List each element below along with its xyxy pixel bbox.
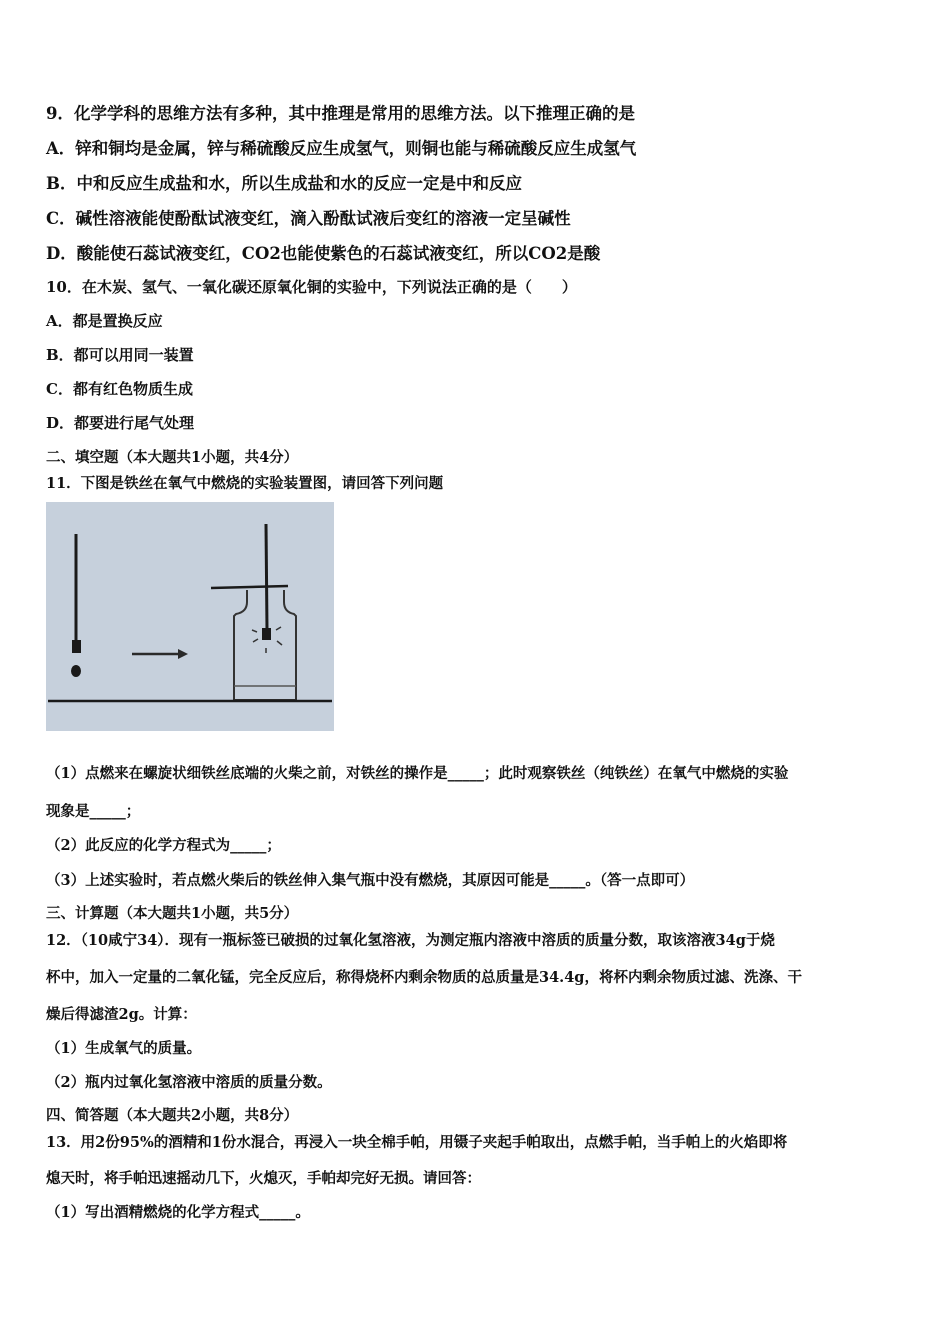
- section-heading-calculation: 三、计算题（本大题共1小题，共5分）: [46, 905, 299, 922]
- q12-line3: 燥后得滤渣2g。计算：: [46, 1006, 197, 1023]
- q9-option-b: B．中和反应生成盐和水，所以生成盐和水的反应一定是中和反应: [46, 174, 522, 193]
- q11-part1-line1: （1）点燃来在螺旋状细铁丝底端的火柴之前，对铁丝的操作是_____；此时观察铁丝（纯铁丝）在氧气中燃烧的实验: [46, 765, 789, 782]
- q11-part2: （2）此反应的化学方程式为_____；: [46, 837, 281, 854]
- q10-option-c: C．都有红色物质生成: [46, 380, 193, 398]
- q11-stem: 11．下图是铁丝在氧气中燃烧的实验装置图，请回答下列问题: [46, 475, 444, 492]
- q11-part3: （3）上述实验时，若点燃火柴后的铁丝伸入集气瓶中没有燃烧，其原因可能是_____。（答一点即可）: [46, 872, 695, 889]
- iron-wire-experiment-figure: [46, 502, 334, 731]
- q9-option-d: D．酸能使石蕊试液变红，CO2也能使紫色的石蕊试液变红，所以CO2是酸: [46, 244, 601, 263]
- glass-cover-plate: [211, 586, 288, 588]
- q13-part1: （1）写出酒精燃烧的化学方程式_____。: [46, 1204, 310, 1221]
- match-flame-left: [71, 665, 81, 677]
- q12-line1: 12．（10咸宁34）．现有一瓶标签已破损的过氧化氢溶液，为测定瓶内溶液中溶质的质量分数，取该溶液34g于烧: [46, 932, 775, 949]
- q11-part1-line2: 现象是_____；: [46, 803, 141, 820]
- q9-option-c: C．碱性溶液能使酚酞试液变红，滴入酚酞试液后变红的溶液一定呈碱性: [46, 209, 571, 228]
- q12-part2: （2）瓶内过氧化氢溶液中溶质的质量分数。: [46, 1074, 332, 1091]
- arrow-head-icon: [178, 649, 188, 659]
- q9-stem: 9．化学学科的思维方法有多种，其中推理是常用的思维方法。以下推理正确的是: [46, 104, 635, 123]
- q12-part1: （1）生成氧气的质量。: [46, 1040, 202, 1057]
- iron-wire-right: [266, 524, 267, 630]
- apparatus-diagram: [46, 502, 334, 731]
- gas-collecting-bottle: [234, 590, 296, 700]
- section-heading-fill-in: 二、填空题（本大题共1小题，共4分）: [46, 449, 299, 466]
- match-head-left: [72, 640, 81, 653]
- burning-wire-tip: [262, 628, 271, 640]
- q12-line2: 杯中，加入一定量的二氧化锰，完全反应后，称得烧杯内剩余物质的总质量是34.4g，将杯内剩余物质过滤、洗涤、干: [46, 969, 802, 986]
- q9-option-a: A．锌和铜均是金属，锌与稀硫酸反应生成氢气，则铜也能与稀硫酸反应生成氢气: [46, 139, 637, 158]
- q10-option-a: A．都是置换反应: [46, 312, 163, 330]
- section-heading-short-answer: 四、简答题（本大题共2小题，共8分）: [46, 1107, 299, 1124]
- q13-line1: 13．用2份95%的酒精和1份水混合，再浸入一块全棉手帕，用镊子夹起手帕取出，点燃手帕，当手帕上的火焰即将: [46, 1134, 788, 1151]
- q13-line2: 熄天时，将手帕迅速摇动几下，火熄灭，手帕却完好无损。请回答：: [46, 1170, 481, 1187]
- q10-option-d: D．都要进行尾气处理: [46, 414, 195, 432]
- q10-stem: 10．在木炭、氢气、一氧化碳还原氧化铜的实验中，下列说法正确的是（ ）: [46, 278, 577, 296]
- q10-option-b: B．都可以用同一装置: [46, 346, 194, 364]
